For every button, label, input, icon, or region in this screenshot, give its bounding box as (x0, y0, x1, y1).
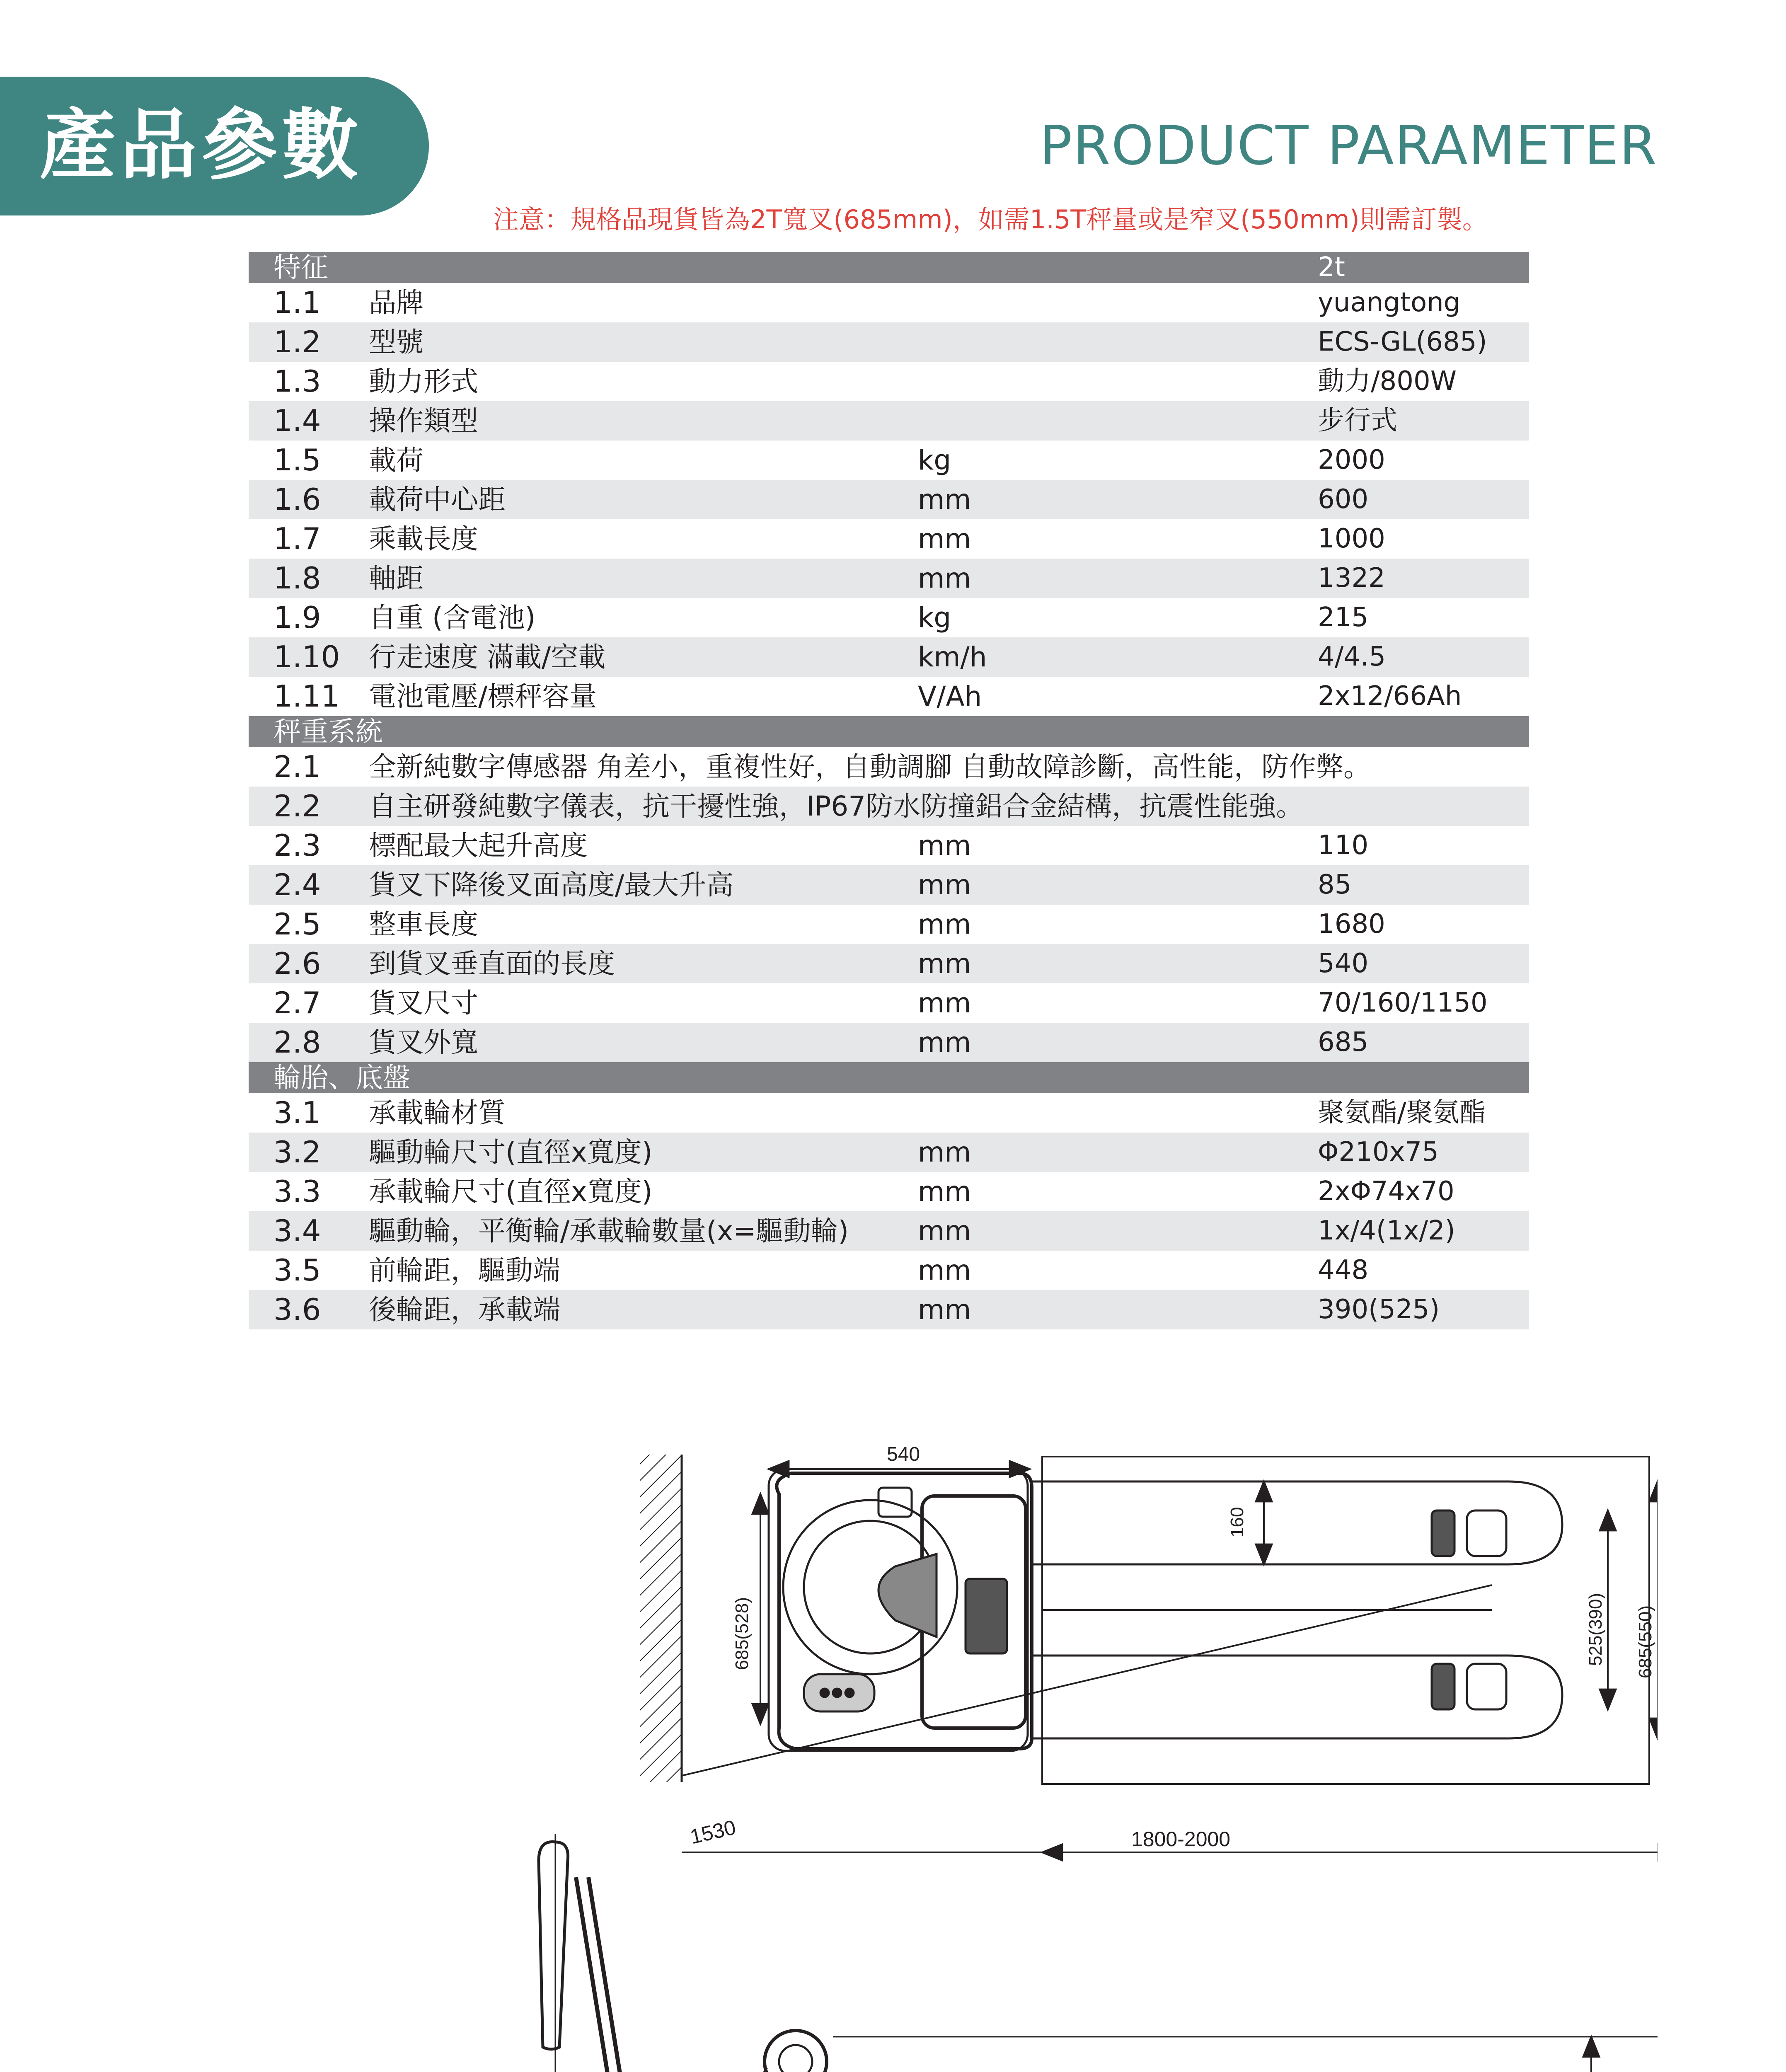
spec-description: 乘載長度 (369, 523, 478, 555)
page-title-en: PRODUCT PARAMETER (1040, 114, 1658, 177)
spec-unit: mm (918, 1176, 971, 1208)
spec-description: 承載輪材質 (369, 1097, 506, 1129)
spec-value: 110 (1318, 830, 1369, 861)
spec-unit: mm (918, 1254, 971, 1286)
spec-description: 貨叉尺寸 (369, 987, 478, 1019)
spec-row (249, 519, 1529, 559)
spec-description: 貨叉下降後叉面高度/最大升高 (369, 869, 734, 901)
spec-description: 後輪距，承載端 (369, 1294, 560, 1326)
dim-1530: 1530 (687, 1815, 738, 1849)
dim-540: 540 (887, 1443, 920, 1465)
spec-row (249, 1290, 1529, 1329)
section-title: 秤重系統 (273, 716, 383, 748)
spec-value: 215 (1318, 602, 1369, 633)
spec-row (249, 677, 1529, 716)
spec-number: 1.1 (273, 285, 321, 320)
spec-number: 3.4 (273, 1213, 321, 1248)
spec-value: 600 (1318, 484, 1369, 515)
dim-160: 160 (1227, 1507, 1247, 1537)
spec-number: 2.1 (273, 749, 321, 784)
spec-description: 整車長度 (369, 908, 478, 940)
spec-value: 390(525) (1318, 1294, 1440, 1325)
spec-row (249, 362, 1529, 401)
spec-number: 1.7 (273, 521, 321, 556)
spec-unit: km/h (918, 641, 987, 673)
spec-number: 2.2 (273, 789, 321, 823)
spec-section-header (249, 1062, 1529, 1093)
spec-row (249, 944, 1529, 983)
spec-row (249, 826, 1529, 865)
spec-description: 驅動輪，平衡輪/承載輪數量(x=驅動輪) (369, 1215, 849, 1247)
spec-description: 自重 (含電池) (369, 602, 536, 634)
dim-1800-2000: 1800-2000 (1131, 1828, 1231, 1851)
spec-number: 1.5 (273, 443, 321, 477)
spec-number: 2.8 (273, 1025, 321, 1060)
spec-number: 2.3 (273, 828, 321, 863)
spec-unit: mm (918, 484, 971, 516)
spec-unit: kg (918, 602, 951, 634)
spec-row (249, 637, 1529, 677)
spec-section-header (249, 716, 1529, 747)
spec-value: ECS-GL(685) (1318, 327, 1487, 357)
spec-unit: mm (918, 987, 971, 1019)
spec-description: 前輪距，驅動端 (369, 1254, 560, 1286)
spec-number: 1.10 (273, 639, 340, 674)
spec-row (249, 401, 1529, 441)
spec-number: 1.11 (273, 679, 340, 714)
spec-number: 1.2 (273, 324, 321, 359)
spec-number: 3.3 (273, 1174, 321, 1209)
spec-value: Φ210x75 (1318, 1137, 1439, 1167)
spec-row (249, 983, 1529, 1023)
spec-description: 型號 (369, 326, 424, 358)
spec-value: 動力/800W (1318, 366, 1457, 397)
spec-value: yuangtong (1318, 287, 1461, 318)
spec-number: 1.8 (273, 561, 321, 595)
page-title-zh: 產品參數 (39, 100, 363, 190)
spec-value: 685 (1318, 1027, 1369, 1058)
spec-description: 到貨叉垂直面的長度 (369, 948, 615, 980)
spec-value: 1322 (1318, 563, 1385, 593)
dim-525-390: 525(390) (1585, 1593, 1606, 1666)
spec-value: 540 (1318, 948, 1369, 979)
spec-number: 3.5 (273, 1253, 321, 1288)
spec-description: 全新純數字傳感器 角差小，重複性好，自動調腳 自動故障診斷，高性能，防作弊。 (369, 751, 1371, 783)
spec-description: 行走速度 滿載/空載 (369, 641, 606, 673)
spec-description: 貨叉外寬 (369, 1026, 478, 1058)
spec-value: 70/160/1150 (1318, 988, 1488, 1018)
spec-unit: mm (918, 1215, 971, 1247)
spec-number: 2.6 (273, 946, 321, 981)
spec-number: 3.6 (273, 1292, 321, 1327)
spec-table (249, 252, 1529, 1329)
spec-unit: kg (918, 444, 951, 476)
technical-drawing (124, 1405, 1658, 2072)
spec-description: 自主研發純數字儀表，抗干擾性強，IP67防水防撞鋁合金結構，抗震性能強。 (369, 790, 1304, 822)
spec-row (249, 787, 1529, 826)
spec-number: 2.4 (273, 867, 321, 902)
spec-description: 承載輪尺寸(直徑x寬度) (369, 1176, 653, 1208)
section-title: 特征 (273, 252, 328, 283)
spec-value: 1680 (1318, 909, 1385, 939)
spec-unit: mm (918, 1136, 971, 1168)
spec-description: 品牌 (369, 287, 424, 319)
spec-unit: mm (918, 830, 971, 862)
spec-row (249, 283, 1529, 322)
spec-description: 軸距 (369, 562, 424, 594)
spec-value: 2000 (1318, 445, 1385, 475)
section-value: 2t (1318, 252, 1345, 283)
spec-number: 3.2 (273, 1135, 321, 1169)
spec-row (249, 322, 1529, 362)
spec-row (249, 559, 1529, 598)
top-view (640, 1455, 1658, 1852)
spec-value: 2xΦ74x70 (1318, 1176, 1454, 1207)
spec-unit: mm (918, 523, 971, 555)
spec-row (249, 1133, 1529, 1172)
spec-number: 2.7 (273, 985, 321, 1020)
spec-value: 1000 (1318, 523, 1385, 554)
spec-row (249, 1023, 1529, 1062)
spec-unit: mm (918, 869, 971, 901)
spec-description: 載荷 (369, 444, 424, 476)
spec-number: 1.4 (273, 403, 321, 438)
spec-row (249, 480, 1529, 519)
spec-description: 操作類型 (369, 405, 478, 437)
spec-row (249, 598, 1529, 637)
spec-number: 3.1 (273, 1095, 321, 1130)
spec-value: 聚氨酯/聚氨酯 (1318, 1097, 1486, 1128)
spec-number: 1.6 (273, 482, 321, 517)
spec-row (249, 1251, 1529, 1290)
spec-value: 85 (1318, 869, 1352, 900)
spec-description: 電池電壓/標秤容量 (369, 680, 597, 712)
spec-section-header (249, 252, 1529, 283)
spec-value: 步行式 (1318, 405, 1397, 436)
spec-row (249, 905, 1529, 944)
spec-value: 2x12/66Ah (1318, 681, 1462, 712)
dim-685-528: 685(528) (732, 1597, 752, 1670)
spec-unit: mm (918, 908, 971, 940)
spec-unit: mm (918, 562, 971, 594)
spec-row (249, 747, 1529, 787)
spec-description: 標配最大起升高度 (369, 830, 588, 862)
spec-row (249, 865, 1529, 905)
spec-number: 2.5 (273, 907, 321, 942)
section-title: 輪胎、底盤 (273, 1062, 410, 1094)
spec-unit: V/Ah (918, 680, 982, 712)
spec-unit: mm (918, 948, 971, 980)
spec-value: 4/4.5 (1318, 641, 1386, 672)
dim-685-550: 685(550) (1635, 1605, 1655, 1678)
spec-description: 驅動輪尺寸(直徑x寬度) (369, 1136, 653, 1168)
spec-description: 載荷中心距 (369, 484, 506, 516)
spec-number: 1.9 (273, 600, 321, 635)
spec-row (249, 1093, 1529, 1133)
spec-row (249, 1211, 1529, 1251)
spec-unit: mm (918, 1026, 971, 1058)
spec-value: 1x/4(1x/2) (1318, 1215, 1455, 1246)
spec-description: 動力形式 (369, 366, 478, 397)
spec-row (249, 1172, 1529, 1211)
spec-number: 1.3 (273, 364, 321, 399)
notice-text: 注意：規格品現貨皆為2T寬叉(685mm)，如需1.5T秤量或是窄叉(550mm)則需訂製。 (493, 204, 1488, 235)
spec-row (249, 441, 1529, 480)
spec-unit: mm (918, 1294, 971, 1326)
spec-value: 448 (1318, 1255, 1369, 1285)
side-view (133, 1834, 1658, 2072)
